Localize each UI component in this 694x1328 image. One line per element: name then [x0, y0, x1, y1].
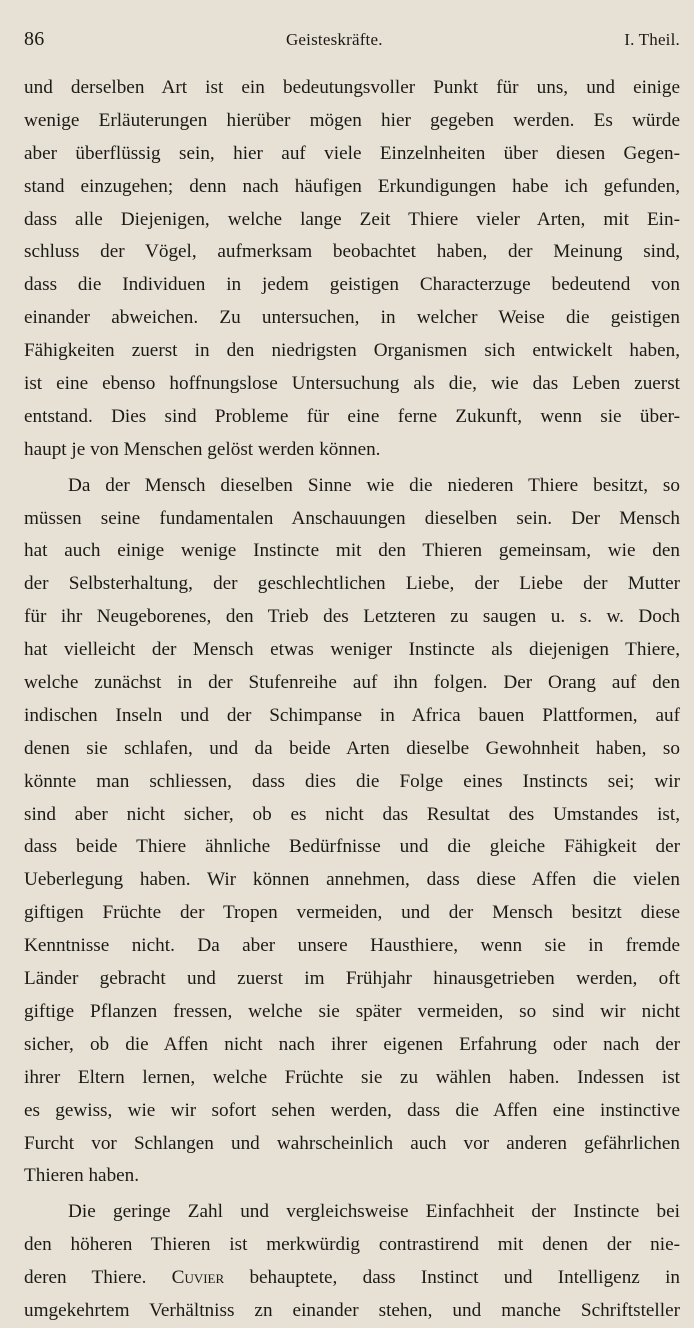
text-line: und derselben Art ist ein bedeutungsvoller Punkt für uns, und einige	[24, 77, 680, 98]
body-text	[24, 72, 680, 1328]
text-line: ist eine ebenso hoffnungslose Untersuchung als die, wie das Leben zuerst	[24, 373, 680, 395]
text-line: müssen seine fundamentalen Anschauungen dieselben sein. Der Mensch	[24, 507, 680, 529]
text-line: dass beide Thiere ähnliche Bedürfnisse und die gleiche Fähigkeit der	[24, 836, 680, 858]
paragraph	[24, 1196, 680, 1328]
text-line: der Selbsterhaltung, der geschlechtlichen Liebe, der Liebe der Mutter	[24, 573, 680, 595]
text-line: Da der Mensch dieselben Sinne wie die niederen Thiere besitzt, so	[68, 474, 680, 496]
author-name: Cuvier	[171, 1267, 225, 1289]
text-line: indischen Inseln und der Schimpanse in Africa bauen Plattformen, auf	[24, 704, 680, 726]
text-line: sind aber nicht sicher, ob es nicht das Resultat des Umstandes ist,	[24, 803, 680, 825]
text-line: Kenntnisse nicht. Da aber unsere Hausthiere, wenn sie in fremde	[24, 935, 680, 957]
text-line: Fähigkeiten zuerst in den niedrigsten Organismen sich entwickelt haben,	[24, 340, 680, 362]
text-line: denen sie schlafen, und da beide Arten dieselbe Gewohnheit haben, so	[24, 737, 680, 759]
text-line: könnte man schliessen, dass dies die Folge eines Instincts sei; wir	[24, 770, 680, 792]
text-line: sicher, ob die Affen nicht nach ihrer eigenen Erfahrung oder nach der	[24, 1033, 680, 1055]
text-line: giftige Pflanzen fressen, welche sie später vermeiden, so sind wir nicht	[24, 1000, 680, 1022]
text-line: dass die Individuen in jedem geistigen Characterzuge bedeutend von	[24, 274, 680, 296]
text-line: hat auch einige wenige Instincte mit den Thieren gemeinsam, wie den	[24, 540, 680, 562]
text-line: einander abweichen. Zu untersuchen, in welcher Weise die geistigen	[24, 307, 680, 329]
text-line: den höheren Thieren ist merkwürdig contrastirend mit denen der nie-	[24, 1234, 680, 1256]
text-line: welche zunächst in der Stufenreihe auf ihn folgen. Der Orang auf den	[24, 672, 680, 694]
text-line	[24, 1262, 680, 1295]
text-fragment: deren Thiere.	[24, 1267, 147, 1289]
text-line: giftigen Früchte der Tropen vermeiden, und der Mensch besitzt diese	[24, 902, 680, 924]
text-line: wenige Erläuterungen hierüber mögen hier gegeben werden. Es würde	[24, 109, 680, 131]
paragraph	[24, 72, 680, 467]
text-line: Thieren haben.	[24, 1165, 140, 1187]
text-fragment: behauptete, dass Instinct und Intelligenz in	[249, 1267, 680, 1289]
text-line: aber überflüssig sein, hier auf viele Einzelnheiten über diesen Gegen-	[24, 142, 680, 164]
text-line: ihrer Eltern lernen, welche Früchte sie zu wählen haben. Indessen ist	[24, 1066, 680, 1088]
text-line: Die geringe Zahl und vergleichsweise Einfachheit der Instincte bei	[68, 1201, 680, 1223]
text-line: schluss der Vögel, aufmerksam beobachtet haben, der Meinung sind,	[24, 241, 680, 263]
text-line: Länder gebracht und zuerst im Frühjahr hinausgetrieben werden, oft	[24, 968, 680, 990]
text-line: stand einzugehen; denn nach häufigen Erkundigungen habe ich gefunden,	[24, 175, 680, 197]
text-line: Ueberlegung haben. Wir können annehmen, dass diese Affen die vielen	[24, 869, 680, 891]
page-number: 86	[24, 28, 45, 50]
text-line: für ihr Neugeborenes, den Trieb des Letzteren zu saugen u. s. w. Doch	[24, 606, 680, 628]
text-line: hat vielleicht der Mensch etwas weniger Instincte als diejenigen Thiere,	[24, 639, 680, 661]
text-line: haupt je von Menschen gelöst werden können.	[24, 438, 381, 460]
paragraph	[24, 470, 680, 1194]
part-label: I. Theil.	[624, 30, 680, 49]
text-line: dass alle Diejenigen, welche lange Zeit Thiere vieler Arten, mit Ein-	[24, 208, 680, 230]
text-line: umgekehrtem Verhältniss zn einander stehen, und manche Schriftsteller	[24, 1299, 680, 1321]
text-line: entstand. Dies sind Probleme für eine ferne Zukunft, wenn sie über-	[24, 405, 680, 427]
running-title: Geisteskräfte.	[285, 30, 383, 49]
text-line: es gewiss, wie wir sofort sehen werden, dass die Affen eine instinctive	[24, 1099, 680, 1121]
running-head	[24, 28, 680, 60]
text-line: Furcht vor Schlangen und wahrscheinlich auch vor anderen gefährlichen	[24, 1132, 680, 1154]
